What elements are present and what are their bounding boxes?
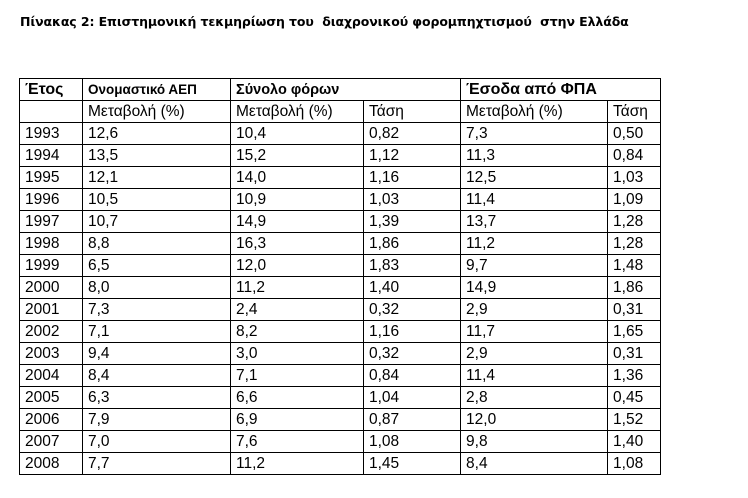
- cell-vat-change: 11,4: [461, 365, 608, 387]
- cell-gdp-change: 7,3: [83, 299, 231, 321]
- cell-year: 1999: [20, 255, 83, 277]
- cell-taxes-change: 10,9: [231, 189, 364, 211]
- cell-taxes-trend: 1,86: [364, 233, 461, 255]
- cell-year: 2007: [20, 431, 83, 453]
- cell-taxes-trend: 1,08: [364, 431, 461, 453]
- cell-taxes-trend: 1,12: [364, 145, 461, 167]
- cell-year: 2001: [20, 299, 83, 321]
- table-row: [20, 277, 661, 299]
- cell-vat-trend: 0,31: [608, 343, 661, 365]
- cell-taxes-change: 10,4: [231, 123, 364, 145]
- cell-gdp-change: 7,1: [83, 321, 231, 343]
- cell-year: 2005: [20, 387, 83, 409]
- cell-gdp-change: 9,4: [83, 343, 231, 365]
- cell-taxes-trend: 1,16: [364, 167, 461, 189]
- cell-vat-change: 11,4: [461, 189, 608, 211]
- cell-taxes-change: 3,0: [231, 343, 364, 365]
- table-row: [20, 321, 661, 343]
- cell-gdp-change: 8,8: [83, 233, 231, 255]
- cell-gdp-change: 10,5: [83, 189, 231, 211]
- cell-gdp-change: 12,1: [83, 167, 231, 189]
- cell-vat-trend: 1,52: [608, 409, 661, 431]
- cell-taxes-change: 14,9: [231, 211, 364, 233]
- cell-vat-trend: 1,28: [608, 233, 661, 255]
- cell-gdp-change: 10,7: [83, 211, 231, 233]
- cell-vat-trend: 0,31: [608, 299, 661, 321]
- cell-year: 1997: [20, 211, 83, 233]
- cell-taxes-change: 6,6: [231, 387, 364, 409]
- cell-vat-trend: 1,48: [608, 255, 661, 277]
- cell-taxes-change: 8,2: [231, 321, 364, 343]
- cell-taxes-trend: 1,39: [364, 211, 461, 233]
- cell-taxes-change: 2,4: [231, 299, 364, 321]
- table-row: [20, 211, 661, 233]
- table-row: [20, 189, 661, 211]
- cell-vat-change: 2,8: [461, 387, 608, 409]
- table-row: [20, 255, 661, 277]
- cell-taxes-trend: 0,32: [364, 299, 461, 321]
- cell-taxes-trend: 0,82: [364, 123, 461, 145]
- cell-year: 1998: [20, 233, 83, 255]
- cell-taxes-change: 16,3: [231, 233, 364, 255]
- cell-vat-change: 9,7: [461, 255, 608, 277]
- subheader-taxes-change: Μεταβολή (%): [231, 101, 364, 123]
- cell-gdp-change: 7,9: [83, 409, 231, 431]
- data-table: [19, 78, 661, 475]
- cell-taxes-change: 7,1: [231, 365, 364, 387]
- cell-vat-trend: 0,45: [608, 387, 661, 409]
- cell-year: 1994: [20, 145, 83, 167]
- cell-vat-change: 8,4: [461, 453, 608, 475]
- cell-taxes-change: 7,6: [231, 431, 364, 453]
- cell-year: 1996: [20, 189, 83, 211]
- table-row: [20, 145, 661, 167]
- cell-vat-trend: 1,09: [608, 189, 661, 211]
- cell-vat-change: 13,7: [461, 211, 608, 233]
- cell-year: 2004: [20, 365, 83, 387]
- cell-vat-trend: 0,50: [608, 123, 661, 145]
- cell-vat-change: 12,5: [461, 167, 608, 189]
- table-row: [20, 365, 661, 387]
- cell-vat-change: 11,7: [461, 321, 608, 343]
- cell-taxes-change: 14,0: [231, 167, 364, 189]
- cell-year: 2006: [20, 409, 83, 431]
- cell-vat-trend: 1,86: [608, 277, 661, 299]
- table-row: [20, 299, 661, 321]
- cell-taxes-trend: 0,32: [364, 343, 461, 365]
- cell-taxes-trend: 1,40: [364, 277, 461, 299]
- cell-taxes-change: 6,9: [231, 409, 364, 431]
- cell-taxes-change: 11,2: [231, 453, 364, 475]
- table-body: [20, 79, 661, 475]
- table-row: [20, 233, 661, 255]
- header-gdp: Ονομαστικό ΑΕΠ: [83, 79, 231, 101]
- cell-taxes-trend: 1,83: [364, 255, 461, 277]
- cell-taxes-change: 15,2: [231, 145, 364, 167]
- cell-gdp-change: 8,0: [83, 277, 231, 299]
- cell-vat-change: 9,8: [461, 431, 608, 453]
- cell-vat-trend: 1,03: [608, 167, 661, 189]
- cell-year: 2002: [20, 321, 83, 343]
- cell-vat-change: 11,3: [461, 145, 608, 167]
- cell-gdp-change: 8,4: [83, 365, 231, 387]
- subheader-gdp-change: Μεταβολή (%): [83, 101, 231, 123]
- header-year: Έτος: [20, 79, 83, 101]
- cell-vat-change: 2,9: [461, 299, 608, 321]
- cell-vat-trend: 1,08: [608, 453, 661, 475]
- cell-vat-change: 2,9: [461, 343, 608, 365]
- cell-taxes-change: 12,0: [231, 255, 364, 277]
- table-row: [20, 167, 661, 189]
- cell-gdp-change: 6,3: [83, 387, 231, 409]
- cell-taxes-change: 11,2: [231, 277, 364, 299]
- cell-year: 2003: [20, 343, 83, 365]
- table-subheader-row: [20, 101, 661, 123]
- subheader-empty: [20, 101, 83, 123]
- cell-vat-trend: 1,65: [608, 321, 661, 343]
- table-row: [20, 431, 661, 453]
- table-row: [20, 387, 661, 409]
- table-row: [20, 343, 661, 365]
- table-row: [20, 123, 661, 145]
- cell-gdp-change: 13,5: [83, 145, 231, 167]
- cell-vat-change: 12,0: [461, 409, 608, 431]
- header-taxes: Σύνολο φόρων: [231, 79, 461, 101]
- cell-vat-trend: 1,36: [608, 365, 661, 387]
- cell-year: 2008: [20, 453, 83, 475]
- table-row: [20, 453, 661, 475]
- cell-vat-change: 7,3: [461, 123, 608, 145]
- cell-vat-change: 14,9: [461, 277, 608, 299]
- subheader-taxes-trend: Τάση: [364, 101, 461, 123]
- page-title: Πίνακας 2: Επιστημονική τεκμηρίωση του διαχρονικού φορομπηχτισμού στην Ελλάδα: [20, 14, 629, 29]
- subheader-vat-trend: Τάση: [608, 101, 661, 123]
- cell-taxes-trend: 0,84: [364, 365, 461, 387]
- cell-gdp-change: 7,0: [83, 431, 231, 453]
- header-vat: Έσοδα από ΦΠΑ: [461, 79, 661, 101]
- cell-year: 2000: [20, 277, 83, 299]
- cell-gdp-change: 12,6: [83, 123, 231, 145]
- table-row: [20, 409, 661, 431]
- subheader-vat-change: Μεταβολή (%): [461, 101, 608, 123]
- cell-taxes-trend: 0,87: [364, 409, 461, 431]
- cell-vat-trend: 0,84: [608, 145, 661, 167]
- cell-vat-trend: 1,28: [608, 211, 661, 233]
- cell-taxes-trend: 1,16: [364, 321, 461, 343]
- cell-gdp-change: 6,5: [83, 255, 231, 277]
- cell-year: 1995: [20, 167, 83, 189]
- cell-taxes-trend: 1,45: [364, 453, 461, 475]
- cell-taxes-trend: 1,04: [364, 387, 461, 409]
- cell-vat-change: 11,2: [461, 233, 608, 255]
- cell-year: 1993: [20, 123, 83, 145]
- cell-gdp-change: 7,7: [83, 453, 231, 475]
- cell-taxes-trend: 1,03: [364, 189, 461, 211]
- table-header-row: [20, 79, 661, 101]
- cell-vat-trend: 1,40: [608, 431, 661, 453]
